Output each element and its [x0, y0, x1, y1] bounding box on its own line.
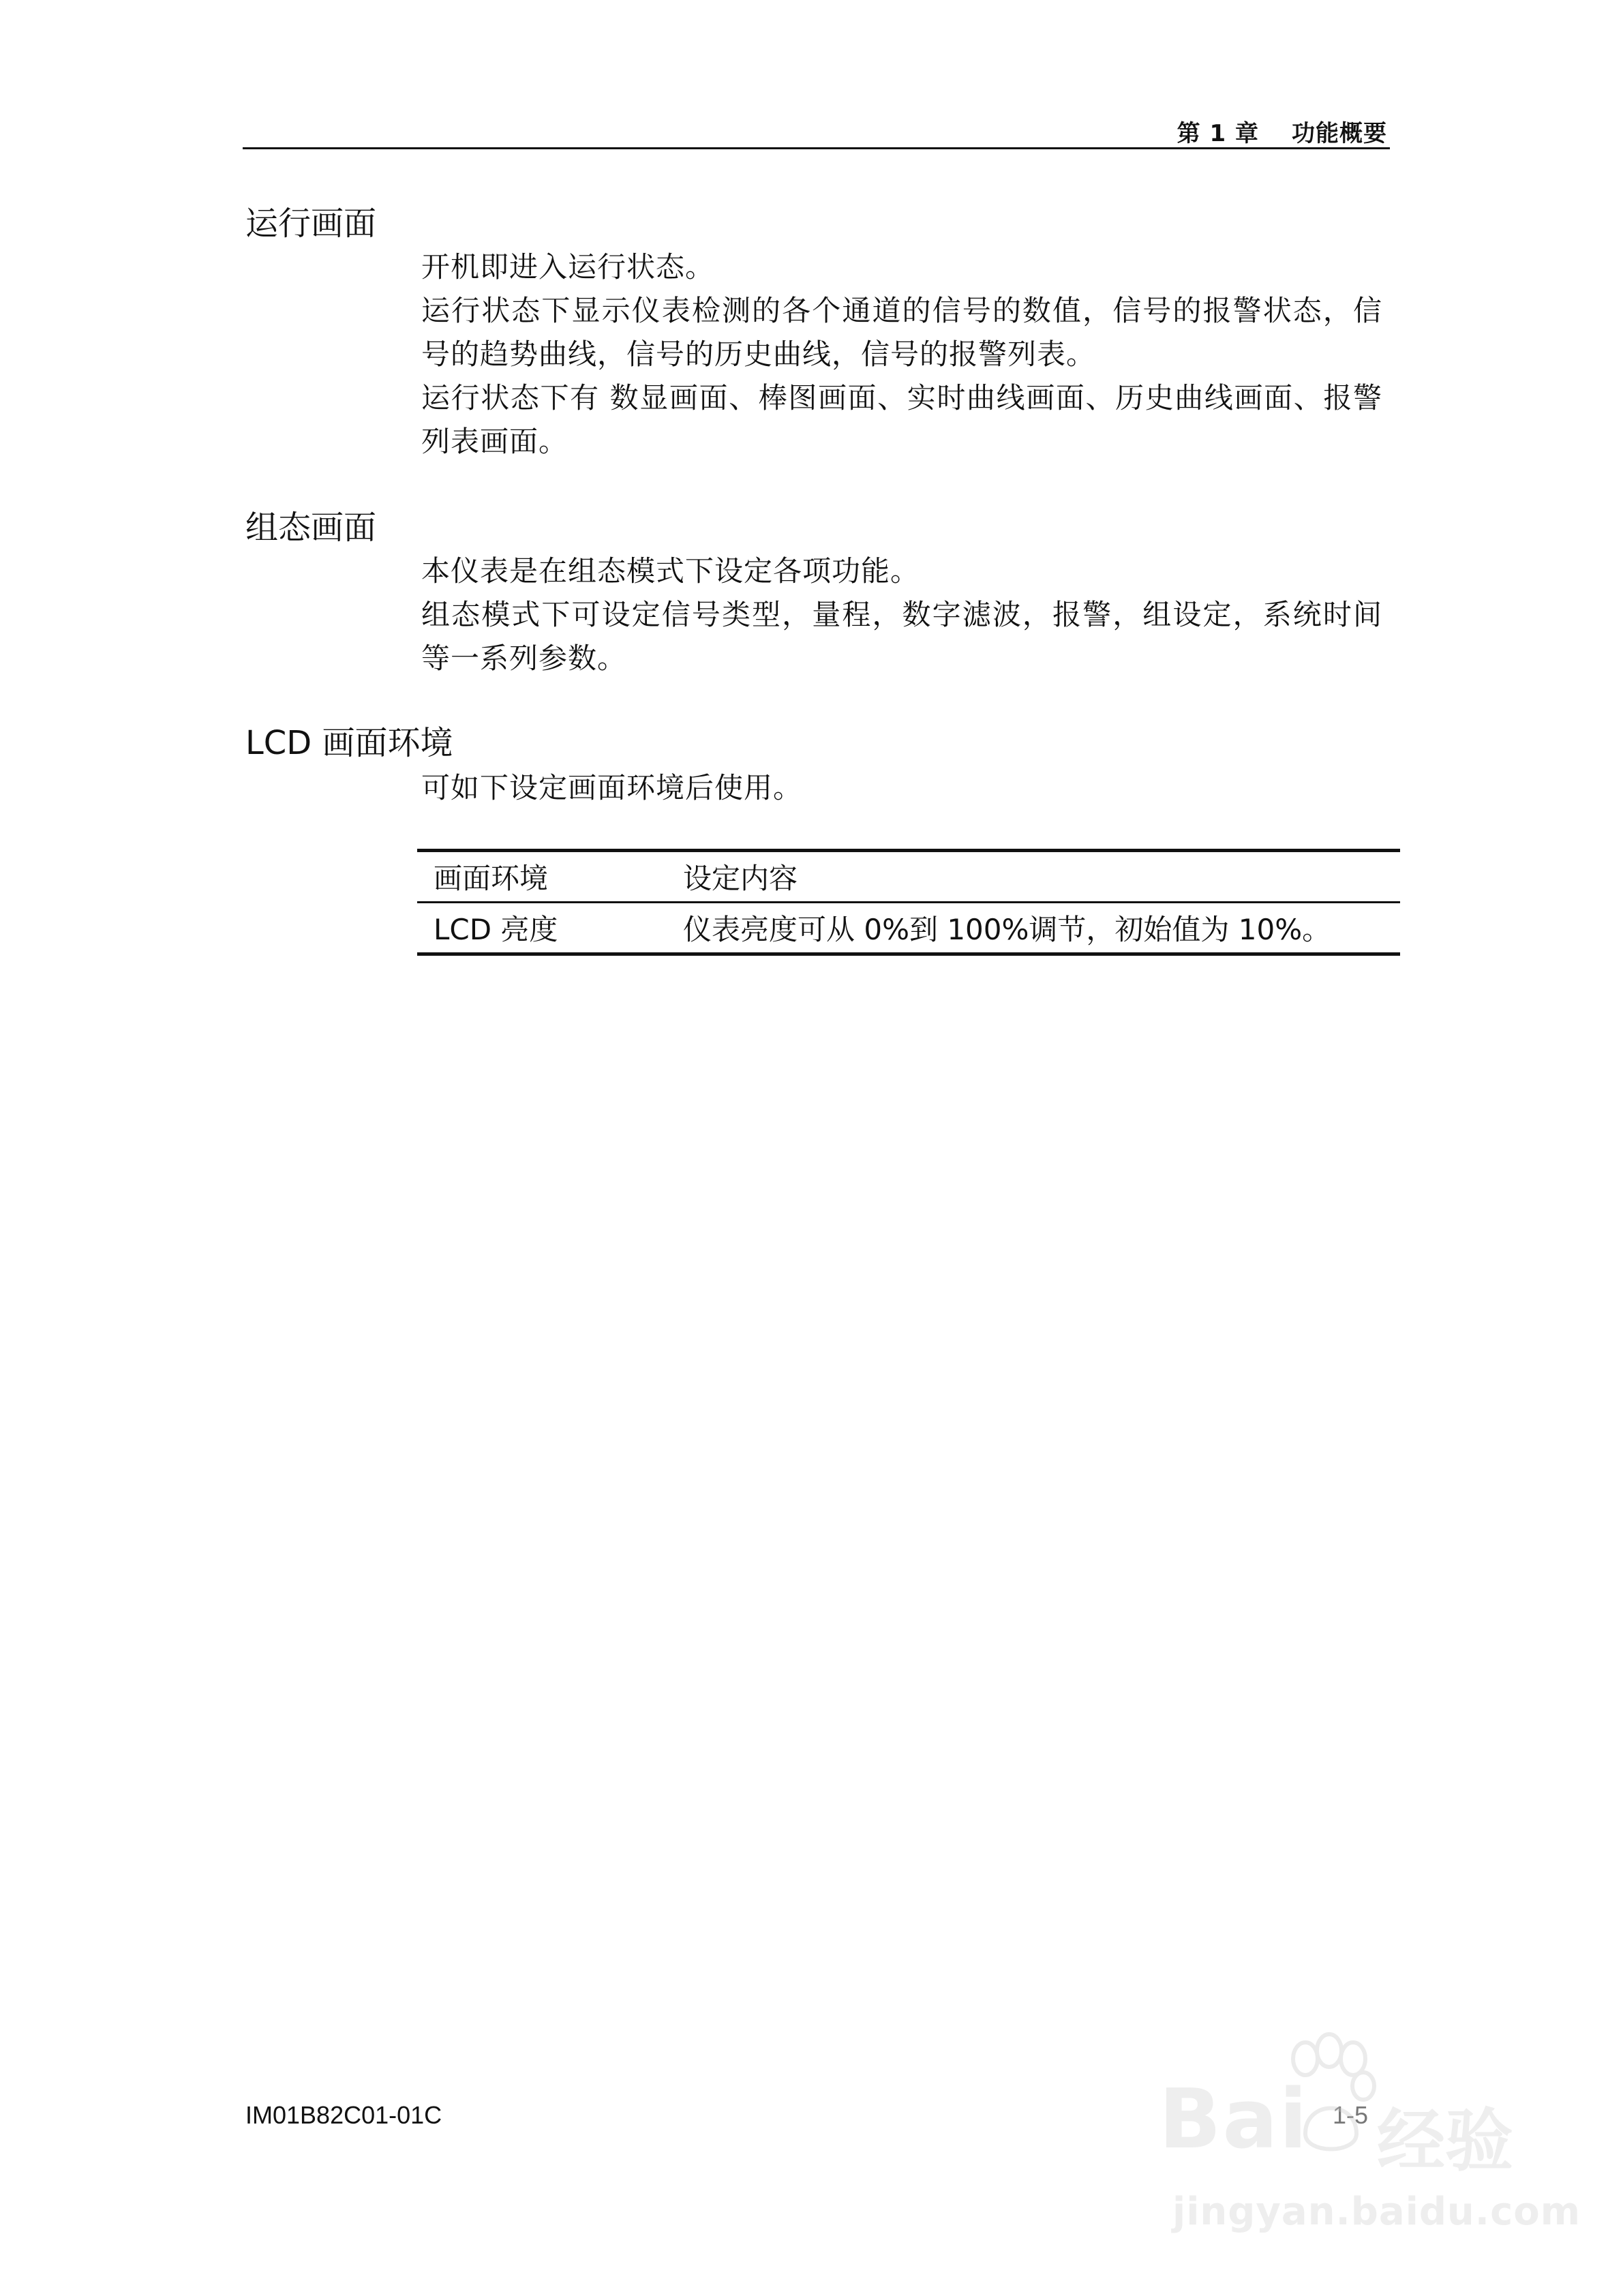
column-header: 画面环境	[434, 862, 549, 895]
settings-table	[417, 849, 1400, 956]
paragraph: 运行状态下显示仪表检测的各个通道的信号的数值，信号的报警状态，信号的趋势曲线，信号的历史曲线，信号的报警列表。	[421, 294, 1382, 371]
table-header-row	[417, 851, 1400, 903]
running-header	[1177, 115, 1387, 148]
section-title-lcd-environment: LCD 画面环境	[245, 724, 453, 762]
watermark-url: jingyan.baidu.com	[1172, 2190, 1581, 2234]
page-number: 1-5	[1333, 2101, 1369, 2129]
header-title: 功能概要	[1292, 120, 1387, 147]
table-cell: 仪表亮度可从 0%到 100%调节，初始值为 10%。	[683, 913, 1331, 946]
table-cell: LCD 亮度	[434, 913, 558, 946]
watermark-brand: Bai	[1159, 2072, 1309, 2167]
watermark-brand-cn: 经验	[1377, 2101, 1513, 2181]
section-body-run-screen	[421, 245, 1382, 464]
section-title-config-screen: 组态画面	[245, 509, 377, 547]
section-title-run-screen: 运行画面	[245, 205, 377, 243]
column-header: 设定内容	[683, 862, 798, 895]
document-code: IM01B82C01-01C	[245, 2101, 442, 2129]
paragraph: 运行状态下有 数显画面、棒图画面、实时曲线画面、历史曲线画面、报警列表画面。	[421, 381, 1382, 458]
paragraph: 开机即进入运行状态。	[421, 250, 715, 284]
paragraph: 可如下设定画面环境后使用。	[421, 771, 803, 804]
section-body-lcd-environment	[421, 766, 1382, 810]
table-row	[417, 903, 1400, 954]
baidu-watermark	[1159, 2031, 1581, 2256]
paragraph: 本仪表是在组态模式下设定各项功能。	[421, 554, 920, 588]
section-body-config-screen	[421, 549, 1382, 680]
paragraph: 组态模式下可设定信号类型，量程，数字滤波，报警，组设定，系统时间等一系列参数。	[421, 598, 1382, 675]
header-chapter: 第 1 章	[1177, 120, 1259, 147]
header-divider	[243, 147, 1390, 149]
